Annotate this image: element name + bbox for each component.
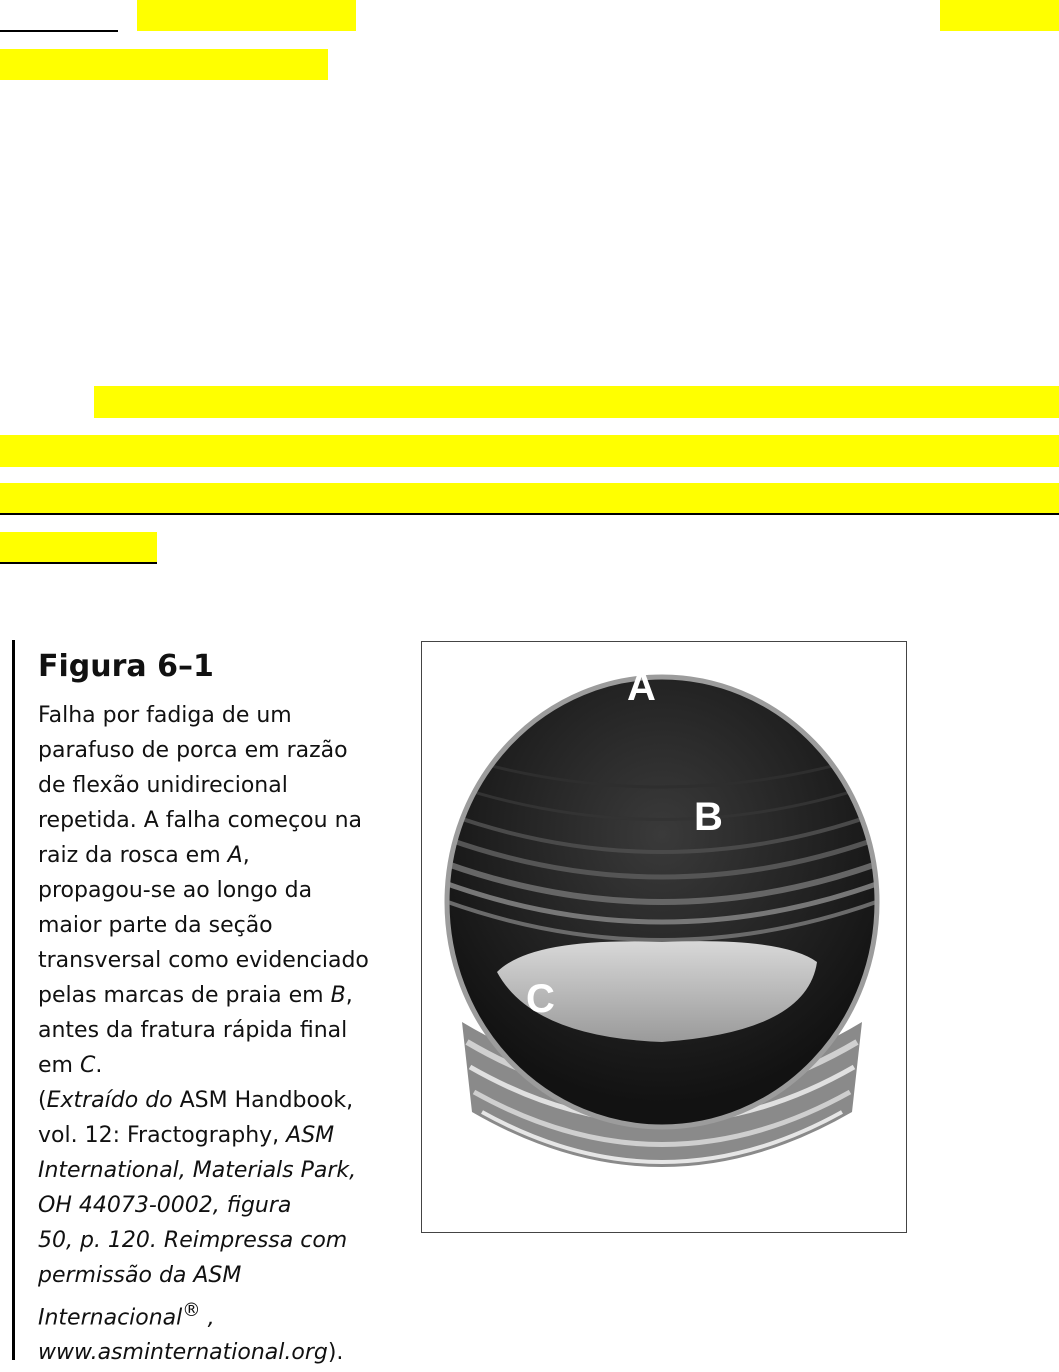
figure-caption (38, 650, 398, 1370)
label-b: B (694, 795, 723, 839)
underline-fragment-top (0, 2, 118, 32)
bolt-fracture-image (422, 642, 906, 1232)
highlight-fragment-line2 (0, 49, 328, 80)
highlight-line-3 (0, 483, 1059, 515)
label-a: A (627, 665, 656, 709)
caption-text: Falha por fadiga de um parafuso de porca em razão de flexão unidirecional repetida. A falha começou na raiz da rosca em A, propagou-se ao longo da maior parte da seção transversal como evidenciado pelas marcas de praia em B, antes da fratura rápida final em C. (Extraído do ASM Handbook, vol. 12: Fractography, ASM International, Materials Park, OH 44073-0002, figura 50, p. 120. Reimpressa com permissão da ASM Internacional® , www.asminternational.org). (38, 703, 369, 1366)
fracture-photo (421, 641, 907, 1233)
highlight-fragment-top-1 (137, 0, 356, 31)
highlight-fragment-top-2 (940, 0, 1059, 31)
figure-title: Figura 6–1 (38, 649, 214, 684)
highlight-line-2 (0, 435, 1059, 467)
caption-side-rule (12, 640, 15, 1360)
highlight-line-1 (94, 386, 1059, 418)
highlight-line-4 (0, 532, 157, 564)
label-c: C (526, 977, 555, 1021)
